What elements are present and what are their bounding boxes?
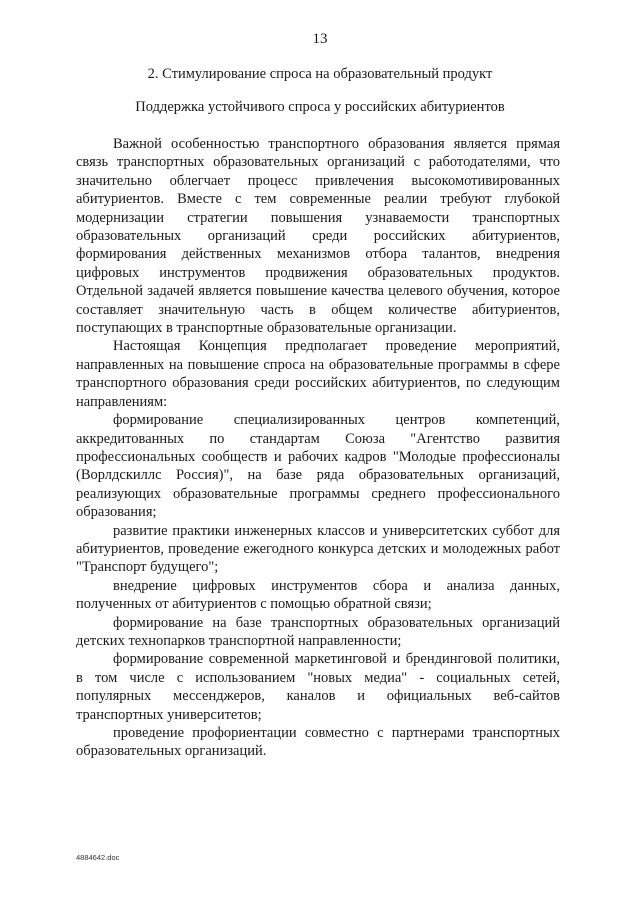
list-item: формирование на базе транспортных образовательных организаций детских технопарков транспортной направленности; (76, 614, 560, 649)
document-file-id: 4884642.doc (76, 853, 120, 862)
list-item: внедрение цифровых инструментов сбора и анализа данных, полученных от абитуриентов с помощью обратной связи; (76, 577, 560, 613)
body-text (76, 135, 560, 761)
list-item: формирование специализированных центров компетенций, аккредитованных по стандартам Союза "Агентство развития профессиональных сообществ и рабочих кадров "Молодые профессионалы (Ворлдскиллс Россия)", на базе ряда образовательных организаций, реализующих образовательные программы среднего профессионального образования; (76, 412, 560, 521)
list-item: формирование современной маркетинговой и брендинговой политики, в том числе с использованием "новых медиа" - социальных сетей, популярных мессенджеров, каналов и официальных веб-сайтов транспортных университетов; (76, 651, 560, 723)
list-item: проведение профориентации совместно с партнерами транспортных образовательных организаций. (76, 725, 560, 760)
paragraph: Важной особенностью транспортного образования является прямая связь транспортных образовательных организаций с работодателями, что значительно облегчает процесс привлечения высокомотивированных абитуриентов. Вместе с тем современные реалии требуют глубокой модернизации стратегии повышения узнаваемости транспортных образовательных организаций среди российских абитуриентов, формирования действенных механизмов отбора талантов, внедрения цифровых инструментов продвижения образовательных продуктов. Отдельной задачей является повышение качества целевого обучения, которое составляет значительную часть в общем количестве абитуриентов, поступающих в транспортные образовательные организации. (76, 136, 560, 337)
section-subtitle: Поддержка устойчивого спроса у российских абитуриентов (135, 99, 505, 115)
page-number: 13 (312, 31, 328, 47)
paragraph: Настоящая Концепция предполагает проведение мероприятий, направленных на повышение спроса на образовательные программы в сфере транспортного образования среди российских абитуриентов, по следующим направлениям: (76, 338, 560, 410)
section-title: 2. Стимулирование спроса на образовательный продукт (147, 66, 493, 82)
list-item: развитие практики инженерных классов и университетских суббот для абитуриентов, проведение ежегодного конкурса детских и молодежных работ "Транспорт будущего"; (76, 522, 560, 576)
